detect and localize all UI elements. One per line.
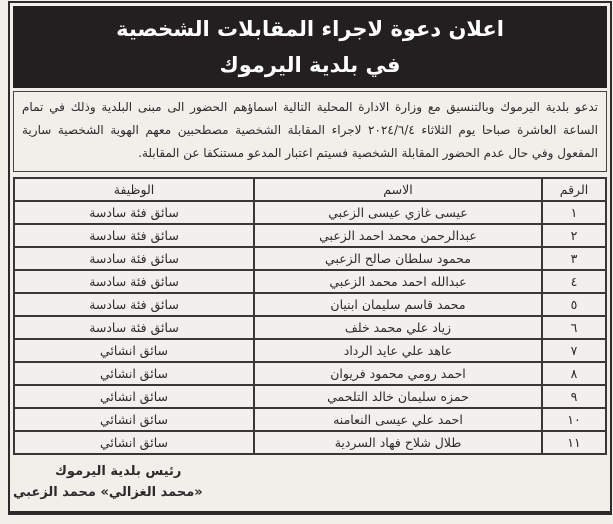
row-name: حمزه سليمان خالد التلحمي	[254, 385, 542, 408]
row-name: محمد قاسم سليمان ابنيان	[254, 293, 542, 316]
column-header-position: الوظيفة	[14, 178, 254, 201]
signature-name: «محمد الغزالي» محمد الزعبي	[13, 485, 203, 500]
intro-paragraph: تدعو بلدية اليرموك وبالتنسيق مع وزارة الادارة المحلية التالية اسماؤهم الحضور الى مبنى البلدية وذلك في تمام الساعة العاشرة صباحا يوم الثلاثاء ٢٠٢٤/٦/٤ لاجراء المقابلة الشخصية مصطحبين معهم الهوية الشخصية سارية المفعول وفي حال عدم الحضور المقابلة الشخصية فسيتم اعتبار المدعو مستنكفا عن المقابلة.	[22, 100, 598, 160]
row-number: ٨	[542, 362, 606, 385]
table-row	[14, 408, 606, 431]
row-name: احمد علي عيسى النعامنه	[254, 408, 542, 431]
column-header-number: الرقم	[542, 178, 606, 201]
table-row	[14, 431, 606, 454]
table-row	[14, 293, 606, 316]
table-row	[14, 339, 606, 362]
row-number: ٥	[542, 293, 606, 316]
row-number: ٢	[542, 224, 606, 247]
table-row	[14, 224, 606, 247]
row-name: محمود سلطان صالح الزعبي	[254, 247, 542, 270]
row-position: سائق فئة سادسة	[14, 293, 254, 316]
table-row	[14, 385, 606, 408]
table-header-row	[14, 178, 606, 201]
row-number: ٤	[542, 270, 606, 293]
row-number: ٦	[542, 316, 606, 339]
column-header-name: الاسم	[254, 178, 542, 201]
row-name: عبدالله احمد محمد الزعبي	[254, 270, 542, 293]
row-number: ٩	[542, 385, 606, 408]
row-name: احمد رومي محمود فريوان	[254, 362, 542, 385]
table-row	[14, 201, 606, 224]
row-position: سائق فئة سادسة	[14, 316, 254, 339]
row-number: ٧	[542, 339, 606, 362]
table-row	[14, 362, 606, 385]
row-name: طلال شلاح فهاد السردية	[254, 431, 542, 454]
row-position: سائق انشائي	[14, 431, 254, 454]
row-position: سائق فئة سادسة	[14, 224, 254, 247]
row-name: عاهد علي عايد الرداد	[254, 339, 542, 362]
row-position: سائق فئة سادسة	[14, 270, 254, 293]
ad-title-line1: اعلان دعوة لاجراء المقابلات الشخصية	[116, 17, 504, 41]
row-number: ١٠	[542, 408, 606, 431]
intro-paragraph-box	[13, 91, 607, 172]
ad-title-banner	[13, 6, 607, 88]
row-position: سائق انشائي	[14, 408, 254, 431]
ad-outer-frame	[8, 1, 612, 515]
ad-title-line2: في بلدية اليرموك	[219, 53, 401, 77]
row-name: عيسى غازي عيسى الزعبي	[254, 201, 542, 224]
row-position: سائق انشائي	[14, 339, 254, 362]
row-name: زياد علي محمد خلف	[254, 316, 542, 339]
table-row	[14, 316, 606, 339]
row-name: عبدالرحمن محمد احمد الزعبي	[254, 224, 542, 247]
row-number: ٣	[542, 247, 606, 270]
row-position: سائق فئة سادسة	[14, 201, 254, 224]
signature-block	[13, 459, 607, 503]
table-row	[14, 270, 606, 293]
row-position: سائق انشائي	[14, 362, 254, 385]
candidates-table	[13, 177, 607, 455]
row-position: سائق انشائي	[14, 385, 254, 408]
row-position: سائق فئة سادسة	[14, 247, 254, 270]
row-number: ١١	[542, 431, 606, 454]
row-number: ١	[542, 201, 606, 224]
signature-title: رئيس بلدية اليرموك	[55, 464, 182, 479]
table-row	[14, 247, 606, 270]
